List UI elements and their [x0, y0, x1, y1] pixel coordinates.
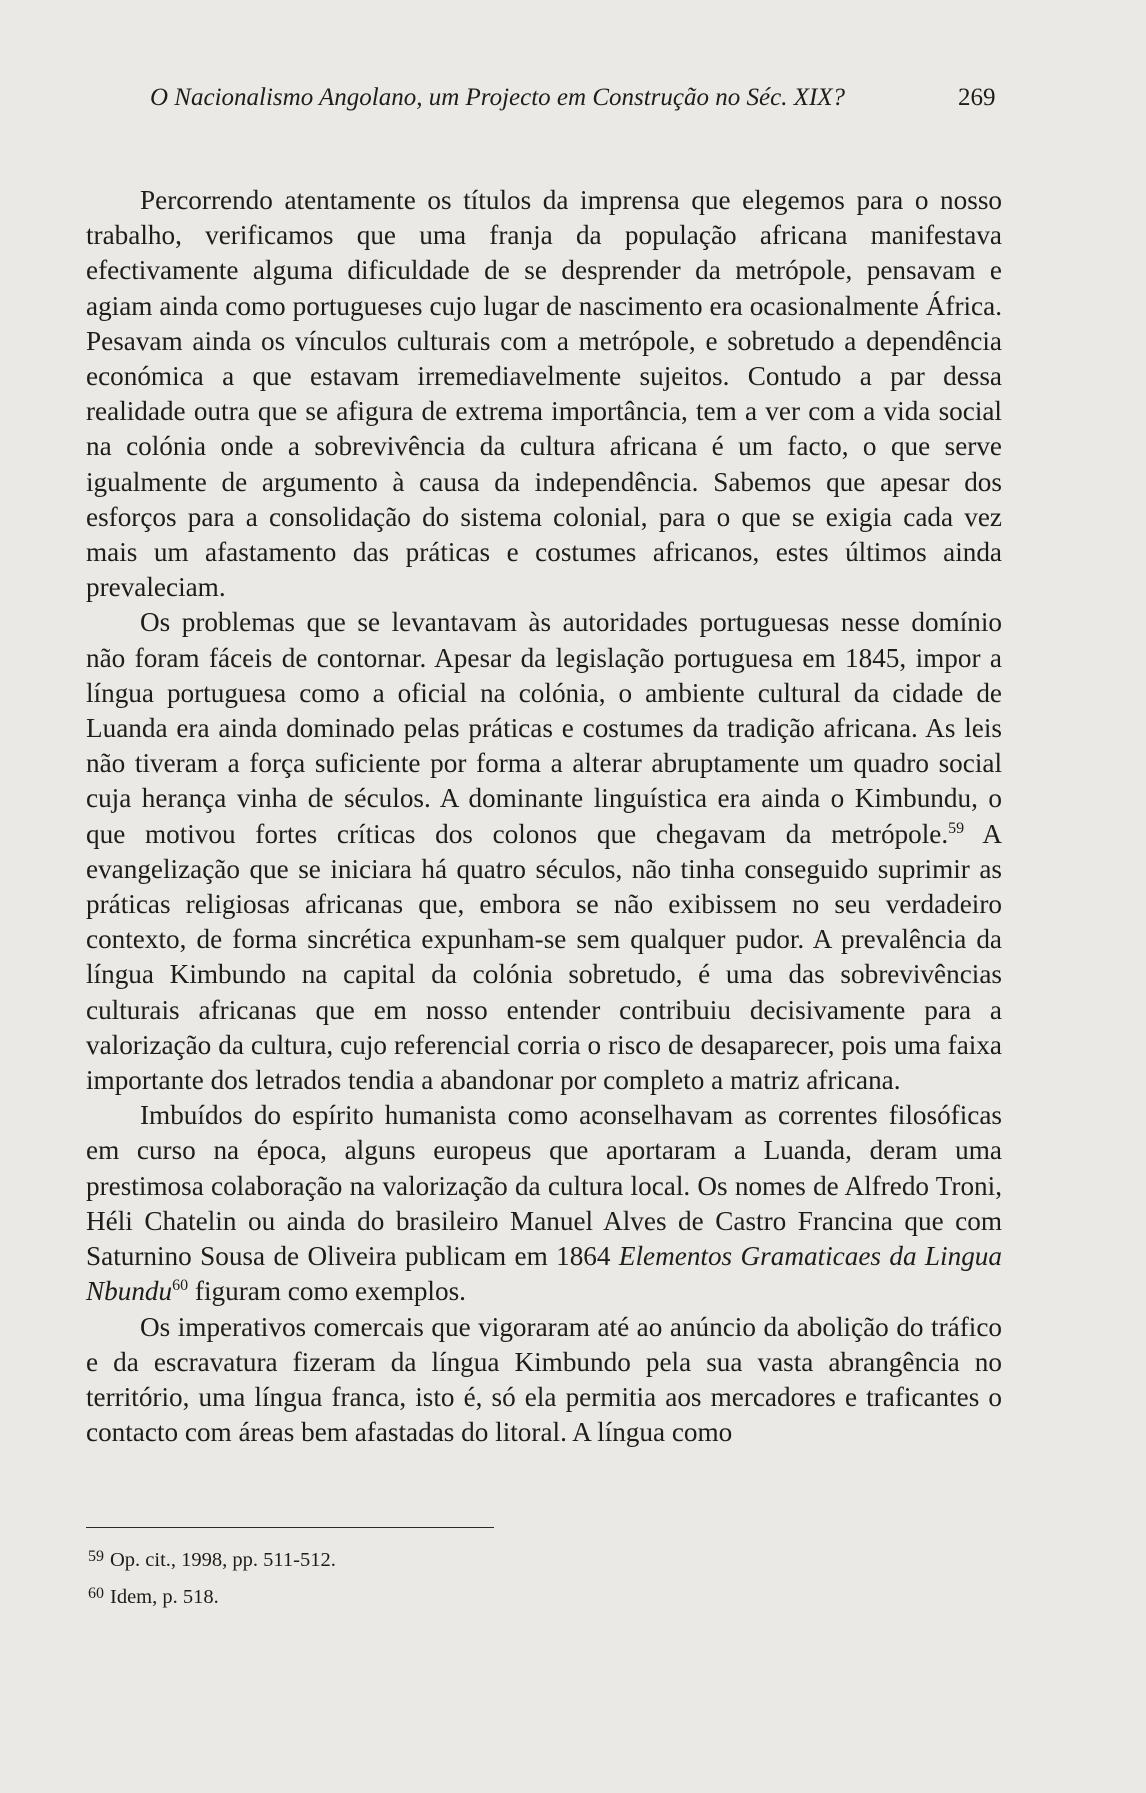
footnote-number: 59 [88, 1548, 104, 1565]
footnote-59 [88, 1540, 788, 1577]
footnote-divider [86, 1527, 494, 1528]
paragraph-3-text-a: Imbuídos do espírito humanista como aconselhavam as correntes filosóficas em curso na época, alguns europeus que aportaram a Luanda, deram uma prestimosa colaboração na valorização da cultura local. Os nomes de Alfredo Troni, Héli Chatelin ou ainda do brasileiro Manuel Alves de Castro Francina que com Saturnino Sousa de Oliveira publicam em 1864 [86, 1100, 1002, 1272]
paragraph-2-text-b: A evangelização que se iniciara há quatro séculos, não tinha conseguido suprimir as práticas religiosas africanas que, embora se não exibissem no seu verdadeiro contexto, de forma sincrética expunham-se sem qualquer pudor. A prevalência da língua Kimbundo na capital da colónia sobretudo, é uma das sobrevivências culturais africanas que em nosso entender contribuiu decisivamente para a valorização da cultura, cujo referencial corria o risco de desaparecer, pois uma faixa importante dos letrados tendia a abandonar por completo a matriz africana. [86, 818, 1002, 1096]
footnote-60 [88, 1577, 788, 1614]
page-number: 269 [958, 84, 996, 111]
paragraph-2-text-a: Os problemas que se levantavam às autoridades portuguesas nesse domínio não foram fáceis de contornar. Apesar da legislação portuguesa em 1845, impor a língua portuguesa como a oficial na colónia, o ambiente cultural da cidade de Luanda era ainda dominado pelas práticas e costumes da tradição africana. As leis não tiveram a força suficiente por forma a alterar abruptamente um quadro social cuja herança vinha de séculos. A dominante linguística era ainda o Kimbundu, o que motivou fortes críticas dos colonos que chegavam da metrópole. [86, 607, 1002, 849]
footnote-ref-60: 60 [172, 1277, 189, 1295]
paragraph-4-text: Os imperativos comercais que vigoraram até ao anúncio da abolição do tráfico e da escravatura fizeram da língua Kimbundo pela sua vasta abrangência no território, uma língua franca, isto é, só ela permitia aos mercadores e traficantes o contacto com áreas bem afastadas do litoral. A língua como [86, 1311, 1002, 1448]
footnote-ref-59: 59 [948, 819, 965, 837]
paragraph-3 [86, 1098, 1002, 1309]
paragraph-3-text-b: figuram como exemplos. [188, 1276, 466, 1307]
body-text [86, 183, 1002, 1450]
paragraph-1 [86, 183, 1002, 605]
running-header [150, 78, 1000, 118]
paragraph-4 [86, 1310, 1002, 1451]
paragraph-2 [86, 605, 1002, 1098]
paragraph-1-text: Percorrendo atentamente os títulos da imprensa que elegemos para o nosso trabalho, verificamos que uma franja da população africana manifestava efectivamente alguma dificuldade de se desprender da metrópole, pensavam e agiam ainda como portugueses cujo lugar de nascimento era ocasionalmente África. Pesavam ainda os vínculos culturais com a metrópole, e sobretudo a dependência económica a que estavam irremediavelmente sujeitos. Contudo a par dessa realidade outra que se afigura de extrema importância, tem a ver com a vida social na colónia onde a sobrevivência da cultura africana é um facto, o que serve igualmente de argumento à causa da independência. Sabemos que apesar dos esforços para a consolidação do sistema colonial, para o que se exigia cada vez mais um afastamento das práticas e costumes africanos, estes últimos ainda prevaleciam. [86, 185, 1002, 603]
footnote-text: Op. cit., 1998, pp. 511-512. [110, 1549, 336, 1571]
running-title: O Nacionalismo Angolano, um Projecto em Construção no Séc. XIX? [150, 84, 846, 111]
footnote-text: Idem, p. 518. [110, 1586, 219, 1608]
footnotes [88, 1540, 788, 1614]
book-title: Elementos Gramaticaes da Lingua Nbundu [86, 1241, 1002, 1307]
footnote-number: 60 [88, 1585, 104, 1602]
